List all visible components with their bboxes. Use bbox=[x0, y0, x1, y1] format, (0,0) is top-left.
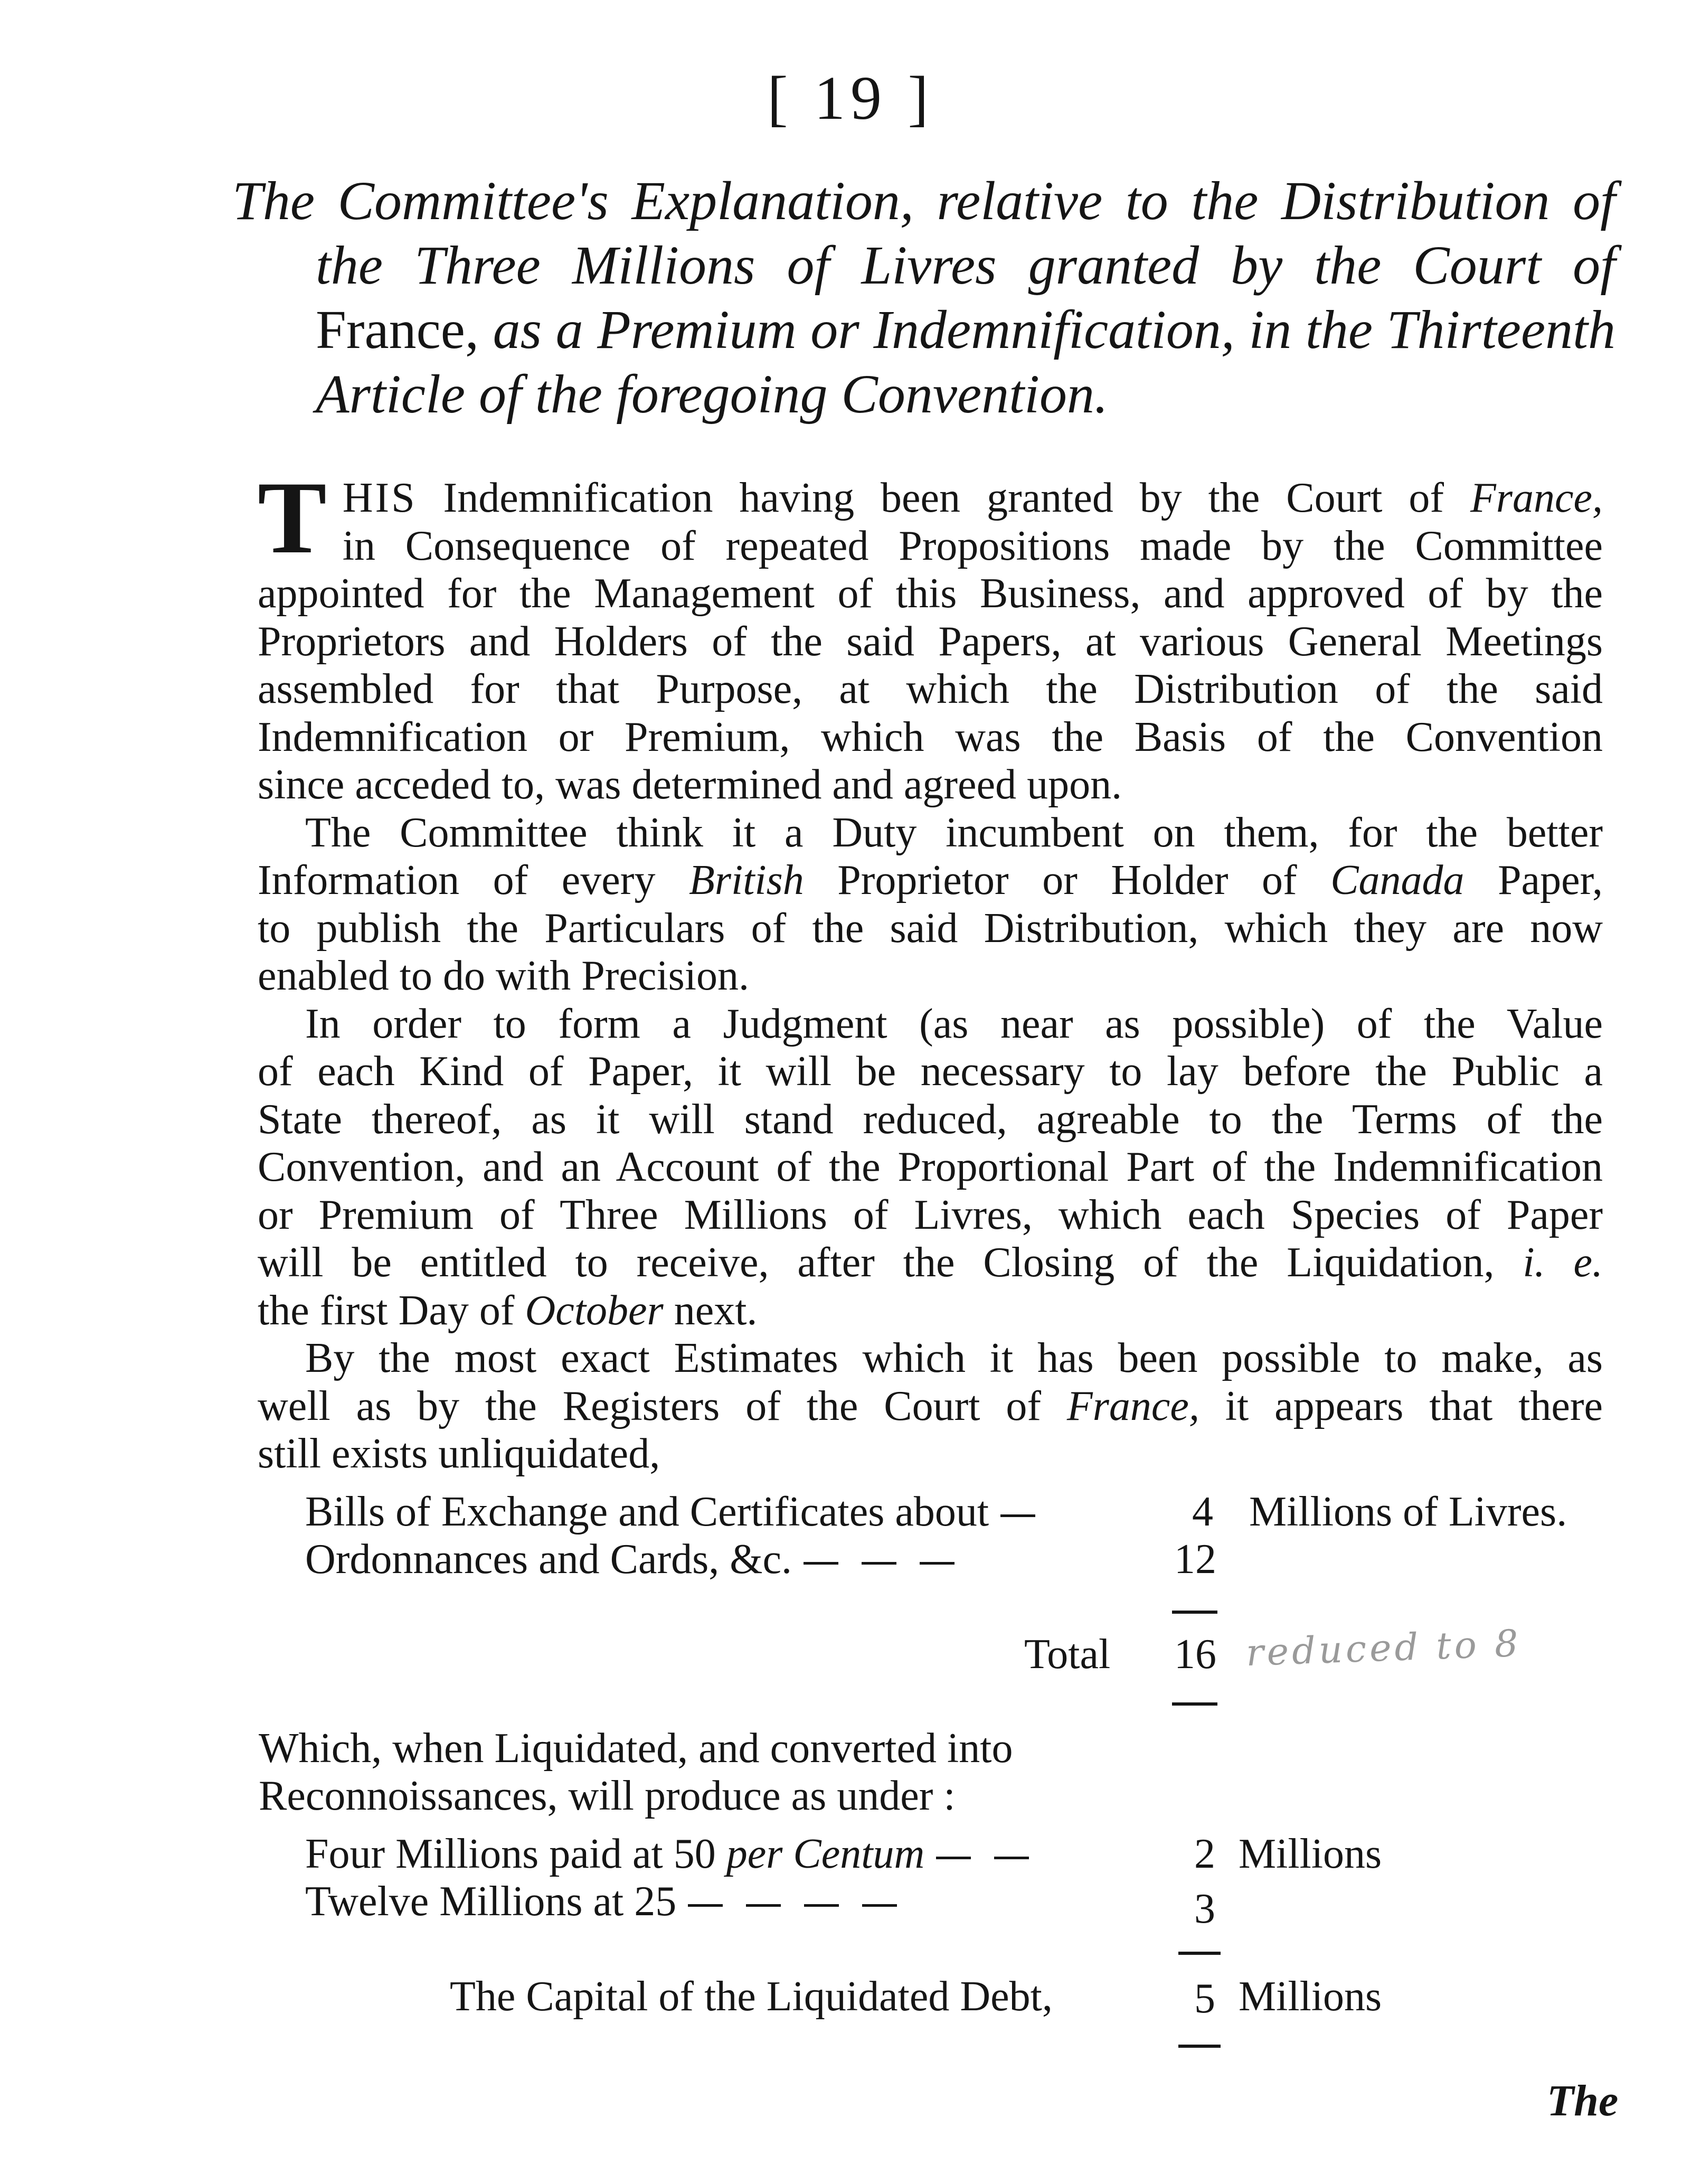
handwritten-annotation: reduced to 8 bbox=[1245, 1621, 1522, 1675]
table2-total-label: The Capital of the Liquidated Debt, bbox=[450, 1973, 1053, 2020]
p1-l1-rest: Indemnification having been granted by the Court of bbox=[417, 475, 1470, 521]
p3-line-3: State thereof, as it will stand reduced, agreable to the Terms of the bbox=[258, 1096, 1603, 1143]
table2-row-1-unit: Millions bbox=[1239, 1831, 1382, 1877]
p3-line-5: or Premium of Three Millions of Livres, which each Species of Paper bbox=[258, 1191, 1603, 1238]
heading-line-3-rest: as a Premium or Indemnification, in the Thirteenth bbox=[478, 299, 1615, 360]
p3-ie: i. e. bbox=[1523, 1239, 1603, 1286]
leader-dash bbox=[920, 1562, 955, 1565]
section-heading bbox=[232, 169, 1615, 427]
table1-row-1-value: 4 bbox=[1192, 1489, 1213, 1535]
paragraph-1 bbox=[258, 460, 1603, 809]
sum-rule bbox=[1178, 2045, 1221, 2048]
leader-dash bbox=[862, 1904, 897, 1907]
p1-france: France, bbox=[1470, 475, 1603, 521]
paragraph-3 bbox=[258, 1000, 1603, 1335]
table1-row-1-text: Bills of Exchange and Certificates about bbox=[305, 1489, 989, 1535]
table2-row-1-text: Four Millions paid at 50 bbox=[305, 1831, 726, 1877]
p3-line-4: Convention, and an Account of the Proportional Part of the Indemnification bbox=[258, 1144, 1603, 1190]
p5-line-1: Which, when Liquidated, and converted into bbox=[259, 1725, 1013, 1772]
p2-canada: Canada bbox=[1330, 857, 1464, 903]
table1-total-label: Total bbox=[1024, 1631, 1111, 1678]
paragraph-2 bbox=[258, 809, 1603, 1000]
p4-line-2 bbox=[258, 1382, 1603, 1430]
heading-line-1: The Committee's Explanation, relative to the Distribution of bbox=[232, 171, 1615, 231]
p2-line-1: The Committee think it a Duty incumbent on them, for the better bbox=[305, 809, 1603, 856]
paragraph-4 bbox=[258, 1334, 1603, 1478]
p1-line-6: Indemnification or Premium, which was the Basis of the Convention bbox=[258, 713, 1603, 760]
p4-l2a: well as by the Registers of the Court of bbox=[258, 1382, 1067, 1429]
p2-line-2 bbox=[258, 856, 1603, 905]
table2-per-centum: per Centum bbox=[726, 1831, 925, 1877]
leader-dash bbox=[804, 1562, 838, 1565]
p1-line-2: in Consequence of repeated Propositions made by the Committee bbox=[342, 522, 1603, 569]
p4-line-1: By the most exact Estimates which it has been possible to make, as bbox=[305, 1335, 1603, 1381]
table1-total-value: 16 bbox=[1174, 1631, 1216, 1678]
heading-line-2: the Three Millions of Livres granted by the Court of bbox=[316, 235, 1615, 296]
leader-dash bbox=[994, 1857, 1029, 1859]
p2-l2e: Paper, bbox=[1464, 857, 1603, 903]
p3-line-6 bbox=[258, 1239, 1603, 1287]
leader-dash bbox=[936, 1857, 971, 1859]
heading-line-3 bbox=[232, 298, 1615, 362]
p1-line-7: since acceded to, was determined and agreed upon. bbox=[258, 761, 1122, 808]
p1-caps: HIS bbox=[342, 475, 417, 521]
p2-line-4: enabled to do with Precision. bbox=[258, 953, 749, 999]
table2-row-2-label bbox=[305, 1878, 909, 1925]
table2-row-1-label bbox=[305, 1830, 1041, 1878]
table2-total-unit: Millions bbox=[1239, 1973, 1382, 2020]
leader-dash bbox=[1000, 1514, 1035, 1517]
p1-line-1 bbox=[258, 474, 1603, 522]
page-number: [ 19 ] bbox=[767, 63, 934, 133]
p2-line-3: to publish the Particulars of the said Distribution, which they are now bbox=[258, 905, 1603, 952]
p2-l2c: Proprietor or Holder of bbox=[804, 857, 1331, 903]
table2-total-value: 5 bbox=[1194, 1975, 1215, 2022]
catchword: The bbox=[1547, 2076, 1619, 2125]
p3-l7c: next. bbox=[663, 1287, 758, 1334]
table1-row-2-label bbox=[305, 1536, 966, 1583]
sum-rule bbox=[1172, 1702, 1217, 1706]
p3-l7a: the first Day of bbox=[258, 1287, 525, 1334]
p3-october: October bbox=[525, 1287, 664, 1334]
table2-row-1-value: 2 bbox=[1194, 1831, 1215, 1877]
leader-dash bbox=[746, 1904, 781, 1907]
p1-line-3: appointed for the Management of this Business, and approved of by the bbox=[258, 570, 1603, 617]
p1-line-4: Proprietors and Holders of the said Papers, at various General Meetings bbox=[258, 618, 1603, 665]
table1-row-2-value: 12 bbox=[1174, 1536, 1216, 1583]
heading-france: France, bbox=[316, 299, 479, 360]
table1-row-2-text: Ordonnances and Cards, &c. bbox=[305, 1536, 792, 1583]
body-text bbox=[258, 460, 1603, 1478]
heading-line-4: Article of the foregoing Convention. bbox=[316, 364, 1108, 425]
leader-dash bbox=[688, 1904, 723, 1907]
p2-british: British bbox=[688, 857, 804, 903]
p4-l2c: it appears that there bbox=[1199, 1382, 1603, 1429]
sum-rule bbox=[1178, 1952, 1221, 1955]
p2-l2a: Information of every bbox=[258, 857, 689, 903]
p3-line-1: In order to form a Judgment (as near as possible) of the Value bbox=[305, 1000, 1603, 1047]
table2-row-2-text: Twelve Millions at 25 bbox=[305, 1878, 677, 1925]
table2-row-2-value: 3 bbox=[1194, 1886, 1215, 1932]
p4-france: France, bbox=[1066, 1382, 1199, 1429]
table1-row-1-label bbox=[305, 1488, 1047, 1536]
p3-line-7 bbox=[258, 1287, 1603, 1335]
leader-dash bbox=[804, 1904, 839, 1907]
drop-cap: T bbox=[258, 460, 327, 575]
p4-line-3: still exists unliquidated, bbox=[258, 1430, 660, 1477]
table1-row-1-unit: Millions of Livres. bbox=[1249, 1489, 1567, 1535]
sum-rule bbox=[1172, 1611, 1217, 1614]
p3-l6a: will be entitled to receive, after the Closing of the Liquidation, bbox=[258, 1239, 1523, 1286]
p5-line-2: Reconnoissances, will produce as under : bbox=[259, 1773, 956, 1819]
p1-line-5: assembled for that Purpose, at which the Distribution of the said bbox=[258, 666, 1603, 712]
p3-line-2: of each Kind of Paper, it will be necessary to lay before the Public a bbox=[258, 1048, 1603, 1095]
leader-dash bbox=[862, 1562, 896, 1565]
